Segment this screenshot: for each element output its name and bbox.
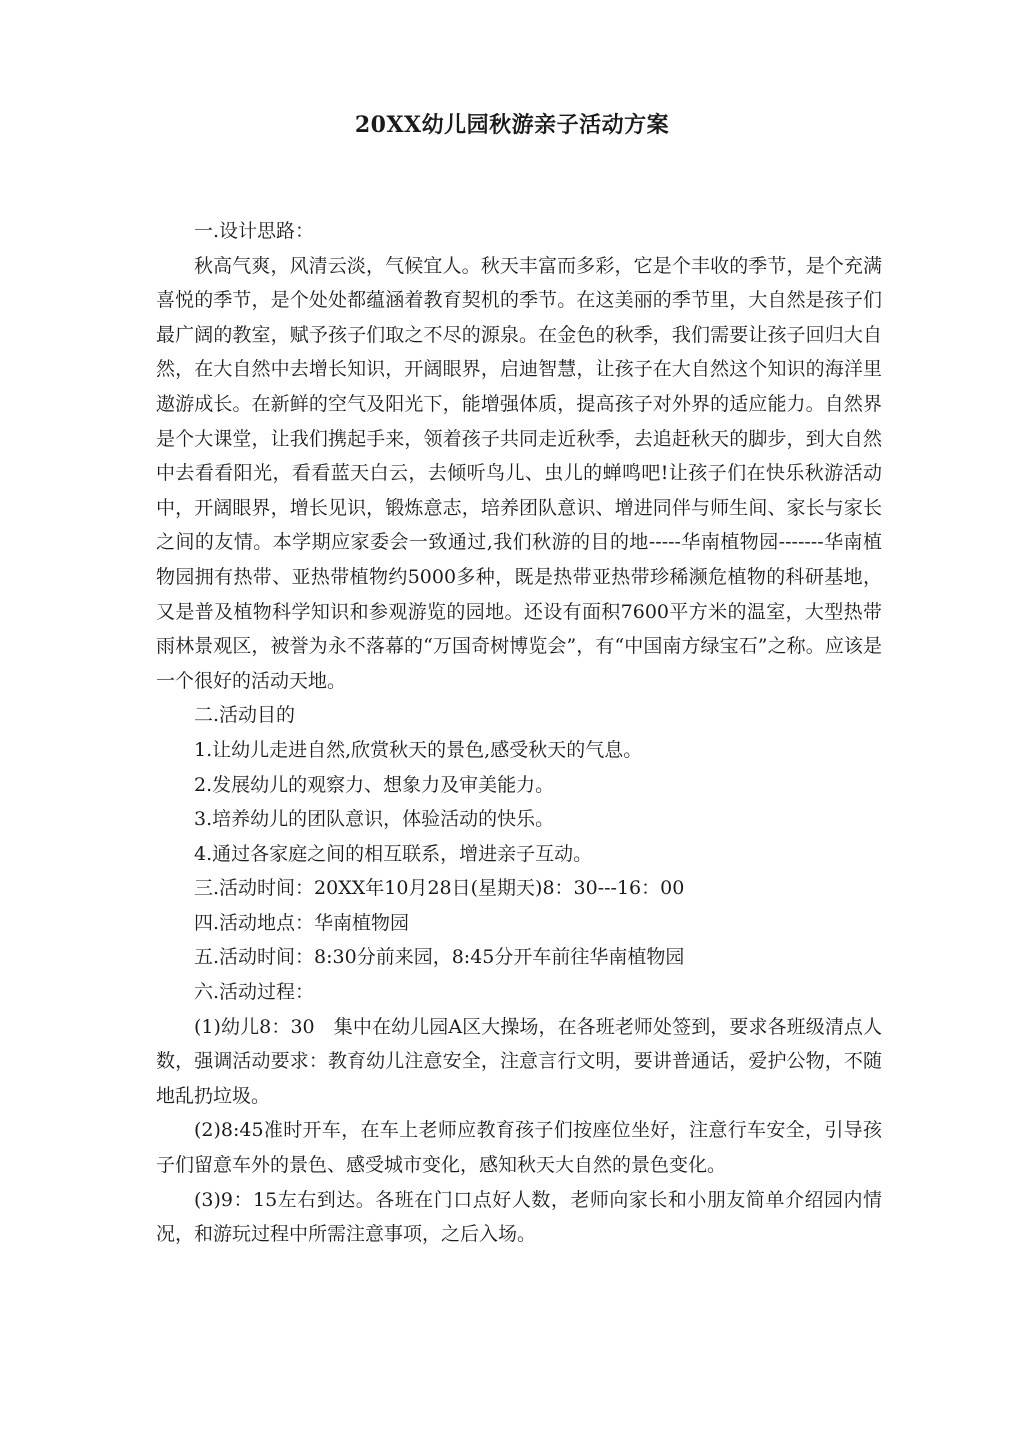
goal-item: 4.通过各家庭之间的相互联系，增进亲子互动。 bbox=[194, 842, 593, 865]
section-body-design: 秋高气爽，风清云淡，气候宜人。秋天丰富而多彩，它是个丰收的季节，是个充满喜悦的季节，是个处处都蕴涵着教育契机的季节。在这美丽的季节里，大自然是孩子们最广阔的教室，赋予孩子们取之不尽的源泉。在金色的秋季，我们需要让孩子回归大自然，在大自然中去增长知识，开阔眼界，启迪智慧，让孩子在大自然这个知识的海洋里遨游成长。在新鲜的空气及阳光下，能增强体质，提高孩子对外界的适应能力。自然界是个大课堂，让我们携起手来，领着孩子共同走近秋季，去追赶秋天的脚步，到大自然中去看看阳光，看看蓝天白云，去倾听鸟儿、虫儿的蝉鸣吧!让孩子们在快乐秋游活动中，开阔眼界，增长见识，锻炼意志，培养团队意识、增进同伴与师生间、家长与家长之间的友情。本学期应家委会一致通过,我们秋游的目的地-----华南植物园-------华南植物园拥有热带、亚热带植物约5000多种，既是热带亚热带珍稀濒危植物的科研基地，又是普及植物科学知识和参观游览的园地。还设有面积7600平方米的温室，大型热带雨林景观区，被誉为永不落幕的“万国奇树博览会”，有“中国南方绿宝石”之称。应该是一个很好的活动天地。 bbox=[156, 254, 882, 692]
document-body bbox=[156, 214, 882, 1252]
section-location: 四.活动地点：华南植物园 bbox=[194, 911, 410, 934]
section-heading-process: 六.活动过程： bbox=[194, 981, 315, 1004]
process-step: (2)8:45准时开车，在车上老师应教育孩子们按座位坐好，注意行车安全，引导孩子们留意车外的景色、感受城市变化，感知秋天大自然的景色变化。 bbox=[156, 1119, 882, 1177]
goal-item: 3.培养幼儿的团队意识，体验活动的快乐。 bbox=[194, 808, 555, 831]
goal-item: 1.让幼儿走进自然,欣赏秋天的景色,感受秋天的气息。 bbox=[194, 738, 643, 761]
process-step: (1)幼儿8：30 集中在幼儿园A区大操场，在各班老师处签到，要求各班级清点人数，强调活动要求：教育幼儿注意安全，注意言行文明，要讲普通话，爱护公物，不随地乱扔垃圾。 bbox=[156, 1015, 882, 1107]
process-step: (3)9：15左右到达。各班在门口点好人数，老师向家长和小朋友简单介绍园内情况，和游玩过程中所需注意事项，之后入场。 bbox=[156, 1188, 882, 1246]
document-title: 20XX幼儿园秋游亲子活动方案 bbox=[354, 112, 670, 138]
section-heading-design: 一.设计思路： bbox=[194, 220, 315, 242]
section-heading-goals: 二.活动目的 bbox=[194, 704, 296, 727]
goal-item: 2.发展幼儿的观察力、想象力及审美能力。 bbox=[194, 773, 555, 796]
section-schedule: 五.活动时间：8:30分前来园，8:45分开车前往华南植物园 bbox=[194, 946, 685, 969]
section-time: 三.活动时间：20XX年10月28日(星期天)8：30---16：00 bbox=[194, 877, 685, 900]
